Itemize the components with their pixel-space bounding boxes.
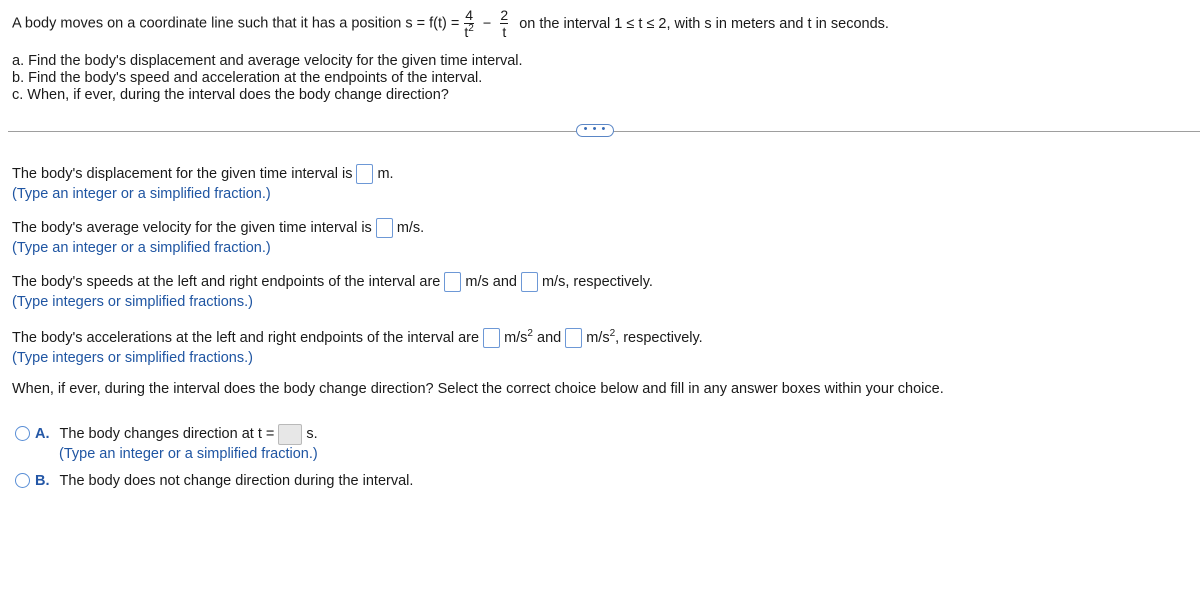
fraction-1-den-var: t [464,24,469,40]
q2-hint: (Type an integer or a simplified fraction.) [12,240,271,256]
q2-text: The body's average velocity for the given time interval is [12,220,372,236]
fraction-2-over-t [500,8,508,39]
choice-a-unit: s. [306,426,318,442]
more-options-button[interactable]: • • • [576,124,614,137]
fraction-2-denominator: t [502,24,507,40]
part-c-text: c. When, if ever, during the interval does the body change direction? [12,87,449,103]
choice-a-letter: A. [35,426,50,442]
q4-unit1 [504,330,561,346]
displacement-answer-box[interactable] [356,164,373,184]
q1-row [12,163,394,185]
q4-unit1-post: and [532,330,562,346]
q3-row [12,271,653,293]
fraction-2-numerator: 2 [500,7,509,23]
choice-b-row [35,470,413,492]
left-acceleration-answer-box[interactable] [483,328,500,348]
fraction-1-denominator [464,24,473,39]
average-velocity-answer-box[interactable] [376,218,393,238]
q4-unit1-base: m/s [504,330,528,346]
fraction-1-numerator: 4 [465,7,473,23]
q5-text: When, if ever, during the interval does the body change direction? Select the correct choice below and fill in any answer boxes within your choice. [12,381,944,397]
left-speed-answer-box[interactable] [444,272,461,292]
choice-b-text: The body does not change direction during the interval. [59,473,414,489]
fraction-1-den-exponent: 2 [468,23,474,34]
choice-a-radio[interactable] [15,426,30,441]
part-a-text: a. Find the body's displacement and average velocity for the given time interval. [12,53,523,69]
q4-unit2 [586,330,703,346]
choice-b-letter: B. [35,473,50,489]
q3-unit2: m/s, respectively. [541,274,653,290]
q1-text: The body's displacement for the given time interval is [12,166,353,182]
q1-unit: m. [377,166,394,182]
q1-hint: (Type an integer or a simplified fraction.) [12,186,271,202]
q4-unit1-exponent: 2 [527,328,533,339]
q2-row [12,217,424,239]
choice-a-text: The body changes direction at t = [59,426,275,442]
q4-row [12,327,703,349]
q3-hint: (Type integers or simplified fractions.) [12,294,253,310]
choice-a-row [35,423,318,445]
q4-text: The body's accelerations at the left and right endpoints of the interval are [12,330,480,346]
q4-unit2-base: m/s [586,330,610,346]
right-acceleration-answer-box[interactable] [565,328,582,348]
q3-text: The body's speeds at the left and right endpoints of the interval are [12,274,441,290]
problem-statement [12,8,889,48]
direction-change-time-answer-box[interactable] [278,424,302,445]
q4-hint: (Type integers or simplified fractions.) [12,350,253,366]
choice-a-hint: (Type an integer or a simplified fraction.) [59,446,318,462]
q4-unit2-exponent: 2 [609,328,616,339]
minus-sign: − [482,15,492,32]
q4-unit2-post: , respectively. [615,330,703,346]
q2-unit: m/s. [396,220,425,236]
part-b-text: b. Find the body's speed and acceleration at the endpoints of the interval. [12,70,483,86]
problem-intro-post: on the interval 1 ≤ t ≤ 2, with s in meters and t in seconds. [519,15,889,32]
choice-b-radio[interactable] [15,473,30,488]
q3-unit1: m/s and [465,274,517,290]
right-speed-answer-box[interactable] [521,272,538,292]
problem-intro-pre: A body moves on a coordinate line such that it has a position s = f(t) = [12,15,464,32]
fraction-4-over-t-squared [464,8,473,39]
